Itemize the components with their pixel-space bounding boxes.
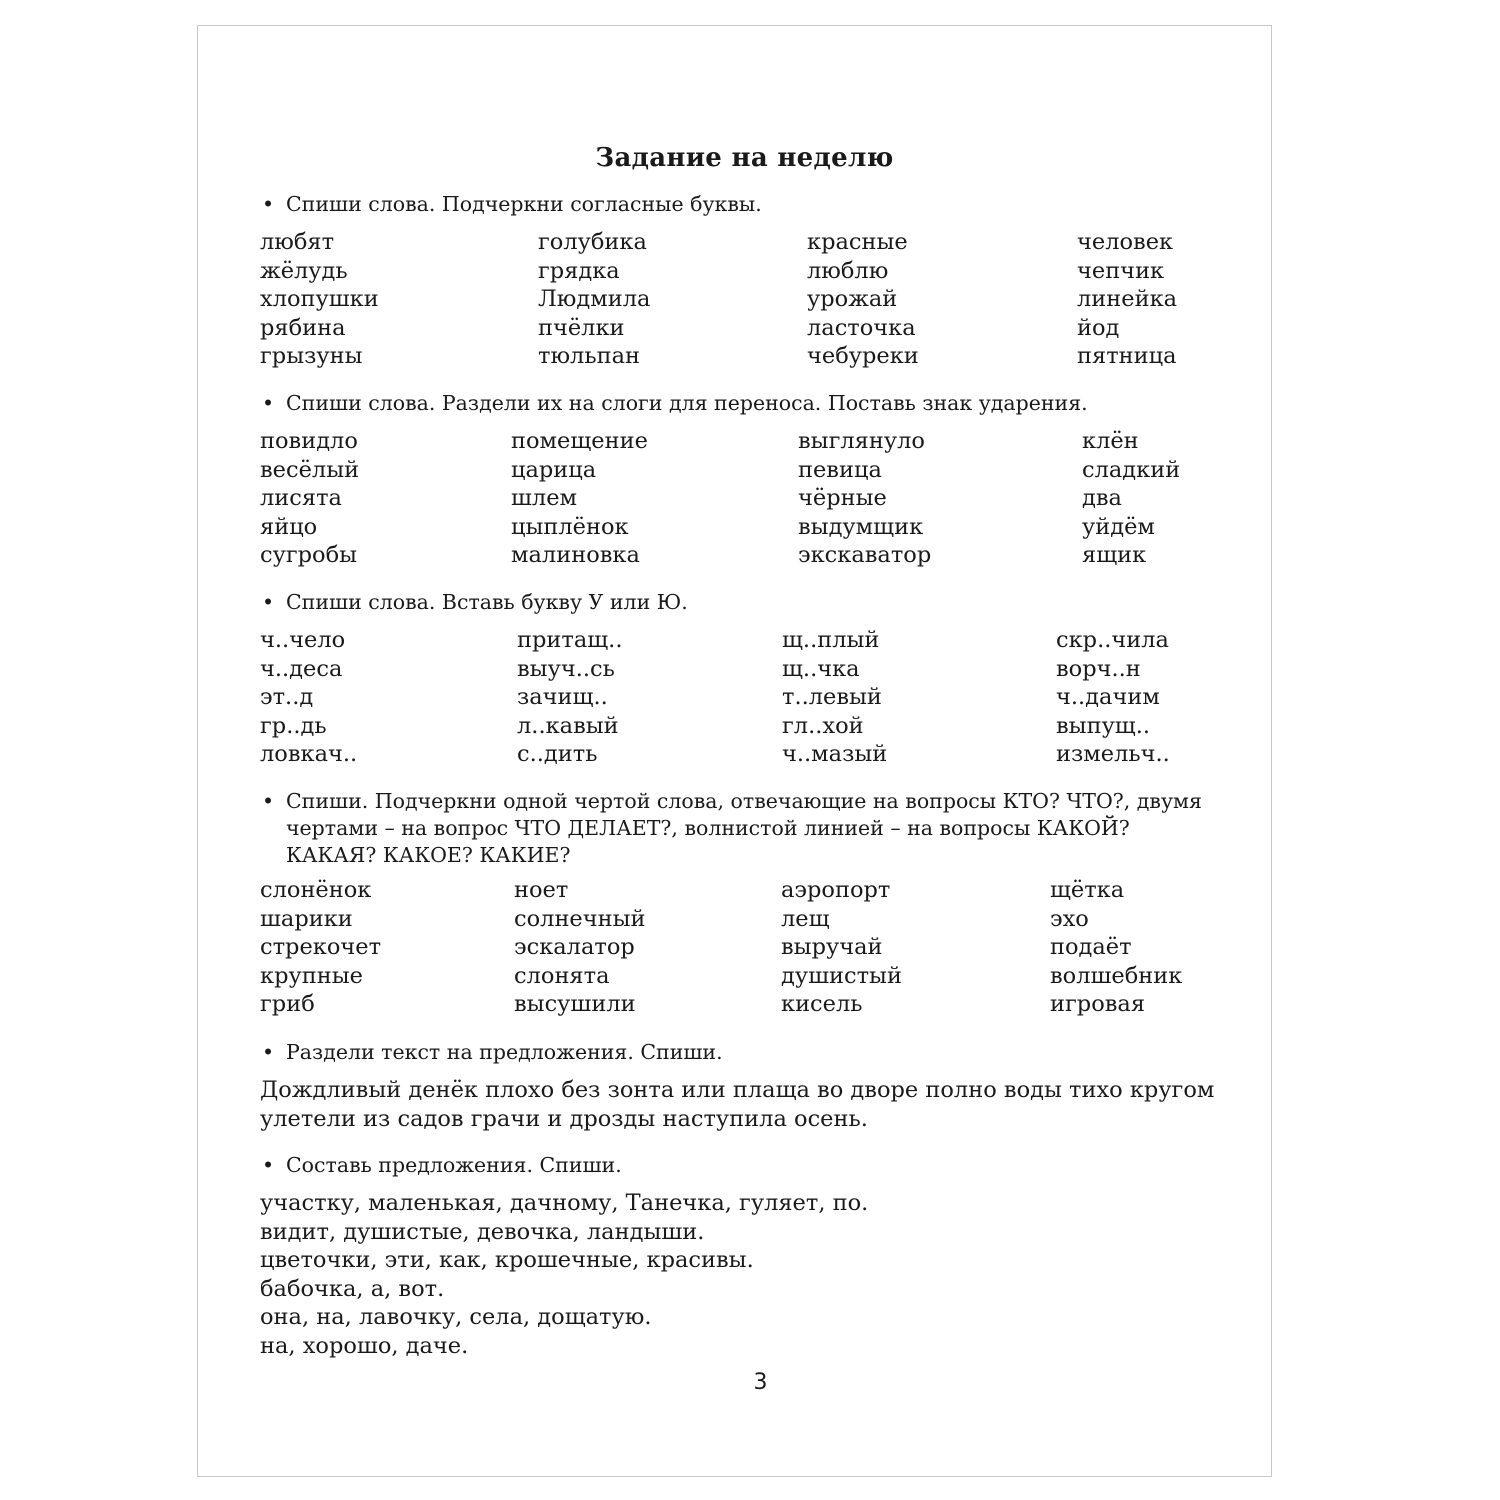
task6-lines — [260, 1189, 1210, 1360]
task3-column — [782, 626, 887, 769]
word: т..левый — [782, 684, 882, 710]
task5-text — [260, 1076, 1215, 1133]
task6-instruction — [264, 1152, 1204, 1179]
word: клён — [1082, 428, 1139, 454]
bullet-icon: • — [262, 1040, 275, 1064]
word: выглянуло — [798, 428, 925, 454]
word: аэропорт — [781, 877, 891, 903]
word: люблю — [807, 257, 889, 284]
task2-column — [798, 427, 931, 570]
word: повидло — [260, 428, 358, 454]
word: ноет — [514, 877, 569, 903]
word: уйдём — [1082, 513, 1155, 540]
word: эскалатор — [514, 934, 635, 960]
word: царица — [511, 456, 597, 483]
word: цыплёнок — [511, 513, 629, 540]
task3-instruction — [264, 589, 1204, 616]
task4-column — [781, 876, 902, 1019]
word: малиновка — [511, 542, 640, 568]
word: эхо — [1050, 905, 1089, 932]
word: гриб — [260, 991, 315, 1017]
word: солнечный — [514, 905, 646, 932]
word: щётка — [1050, 877, 1125, 903]
word: грызуны — [260, 343, 363, 369]
word: жёлудь — [260, 257, 348, 284]
word: два — [1082, 485, 1122, 511]
word: душистый — [781, 962, 902, 989]
word: выпущ.. — [1056, 712, 1151, 739]
task5-instruction — [264, 1039, 1204, 1066]
word: гл..хой — [782, 712, 864, 739]
task2-instruction — [264, 390, 1204, 417]
word: скр..чила — [1056, 627, 1169, 653]
word: высушили — [514, 991, 636, 1017]
word: стрекочет — [260, 934, 382, 960]
word: с..дить — [517, 741, 598, 767]
task2-column — [260, 427, 359, 570]
task4-column — [260, 876, 381, 1019]
sentence-words: бабочка, а, вот. — [260, 1275, 445, 1302]
word: притащ.. — [517, 627, 623, 653]
task1-column — [260, 228, 379, 371]
task3-column — [517, 626, 622, 769]
word: выдумщик — [798, 513, 924, 540]
workbook-page — [197, 25, 1272, 1477]
bullet-icon: • — [262, 391, 275, 415]
word: кисель — [781, 991, 863, 1017]
task1-column — [807, 228, 919, 371]
word: красные — [807, 229, 908, 255]
word: хлопушки — [260, 286, 379, 312]
task3-column — [1056, 626, 1170, 769]
word: лисята — [260, 485, 342, 511]
word: ч..деса — [260, 655, 343, 682]
task5-instruction-text: Раздели текст на предложения. Спиши. — [286, 1040, 723, 1064]
word: гр..дь — [260, 712, 327, 739]
bullet-icon: • — [262, 590, 275, 614]
word: сугробы — [260, 542, 358, 568]
word: лещ — [781, 905, 830, 932]
sentence-words: видит, душистые, девочка, ландыши. — [260, 1218, 705, 1245]
task1-column — [1077, 228, 1177, 371]
task4-instruction-line: чертами – на вопрос ЧТО ДЕЛАЕТ?, волнистой линией – на вопросы КАКОЙ? — [286, 816, 1130, 840]
word: ч..мазый — [782, 741, 888, 767]
page-number: 3 — [753, 1370, 768, 1395]
word: весёлый — [260, 456, 360, 483]
word: любят — [260, 229, 335, 255]
word: шарики — [260, 905, 353, 932]
word: зачищ.. — [517, 684, 608, 710]
bullet-icon: • — [262, 789, 275, 813]
word: человек — [1077, 229, 1174, 255]
task1-instruction-text: Спиши слова. Подчеркни согласные буквы. — [286, 192, 762, 216]
sentence-words: она, на, лавочку, села, дощатую. — [260, 1304, 652, 1330]
word: рябина — [260, 314, 346, 341]
word: слонёнок — [260, 877, 372, 903]
word: ворч..н — [1056, 655, 1141, 682]
word: урожай — [807, 286, 898, 312]
word: линейка — [1077, 286, 1178, 312]
word: эт..д — [260, 684, 314, 710]
word: выручай — [781, 934, 883, 960]
task4-column — [1050, 876, 1182, 1019]
task3-instruction-text: Спиши слова. Вставь букву У или Ю. — [286, 590, 688, 614]
word: сладкий — [1082, 456, 1181, 483]
word: выуч..сь — [517, 655, 615, 682]
word: яйцо — [260, 513, 318, 540]
task4-instruction-line: Спиши. Подчеркни одной чертой слова, отвечающие на вопросы КТО? ЧТО?, двумя — [286, 789, 1202, 813]
word: л..кавый — [517, 712, 619, 739]
sentence-words: участку, маленькая, дачному, Танечка, гуляет, по. — [260, 1190, 869, 1216]
word: помещение — [511, 428, 648, 454]
word: щ..плый — [782, 627, 880, 653]
word: пятница — [1077, 343, 1177, 369]
word: пчёлки — [538, 314, 625, 341]
word: щ..чка — [782, 655, 860, 682]
word: игровая — [1050, 991, 1146, 1017]
word: подаёт — [1050, 934, 1132, 960]
word: голубика — [538, 229, 647, 255]
word: йод — [1077, 314, 1120, 341]
task4-column — [514, 876, 646, 1019]
word: волшебник — [1050, 962, 1183, 989]
word: тюльпан — [538, 343, 640, 369]
bullet-icon: • — [262, 192, 275, 216]
word: ч..чело — [260, 627, 346, 653]
text-line: Дождливый денёк плохо без зонта или плаща во дворе полно воды тихо кругом — [260, 1077, 1215, 1103]
task4-instruction-line: КАКАЯ? КАКОЕ? КАКИЕ? — [286, 843, 571, 867]
word: чепчик — [1077, 257, 1165, 284]
sentence-words: на, хорошо, даче. — [260, 1332, 469, 1359]
word: грядка — [538, 257, 620, 284]
word: певица — [798, 456, 882, 483]
task2-column — [1082, 427, 1180, 570]
task1-column — [538, 228, 650, 371]
word: Людмила — [538, 286, 651, 312]
word: слонята — [514, 962, 610, 989]
task6-instruction-text: Составь предложения. Спиши. — [286, 1153, 622, 1177]
word: ласточка — [807, 314, 916, 341]
word: ч..дачим — [1056, 684, 1160, 710]
word: крупные — [260, 962, 363, 989]
sentence-words: цветочки, эти, как, крошечные, красивы. — [260, 1247, 754, 1273]
text-line: улетели из садов грачи и дрозды наступила осень. — [260, 1105, 868, 1132]
task2-column — [511, 427, 648, 570]
word: ловкач.. — [260, 741, 358, 767]
word: ящик — [1082, 542, 1147, 568]
task1-instruction — [264, 191, 1204, 218]
task3-column — [260, 626, 357, 769]
word: чебуреки — [807, 343, 919, 369]
word: экскаватор — [798, 542, 932, 568]
word: чёрные — [798, 485, 887, 511]
bullet-icon: • — [262, 1153, 275, 1177]
task2-instruction-text: Спиши слова. Раздели их на слоги для переноса. Поставь знак ударения. — [286, 391, 1088, 415]
page-content — [198, 26, 1271, 1476]
page-title: Задание на неделю — [595, 143, 894, 173]
word: шлем — [511, 485, 578, 511]
task4-instruction — [264, 788, 1204, 869]
word: измельч.. — [1056, 741, 1170, 767]
